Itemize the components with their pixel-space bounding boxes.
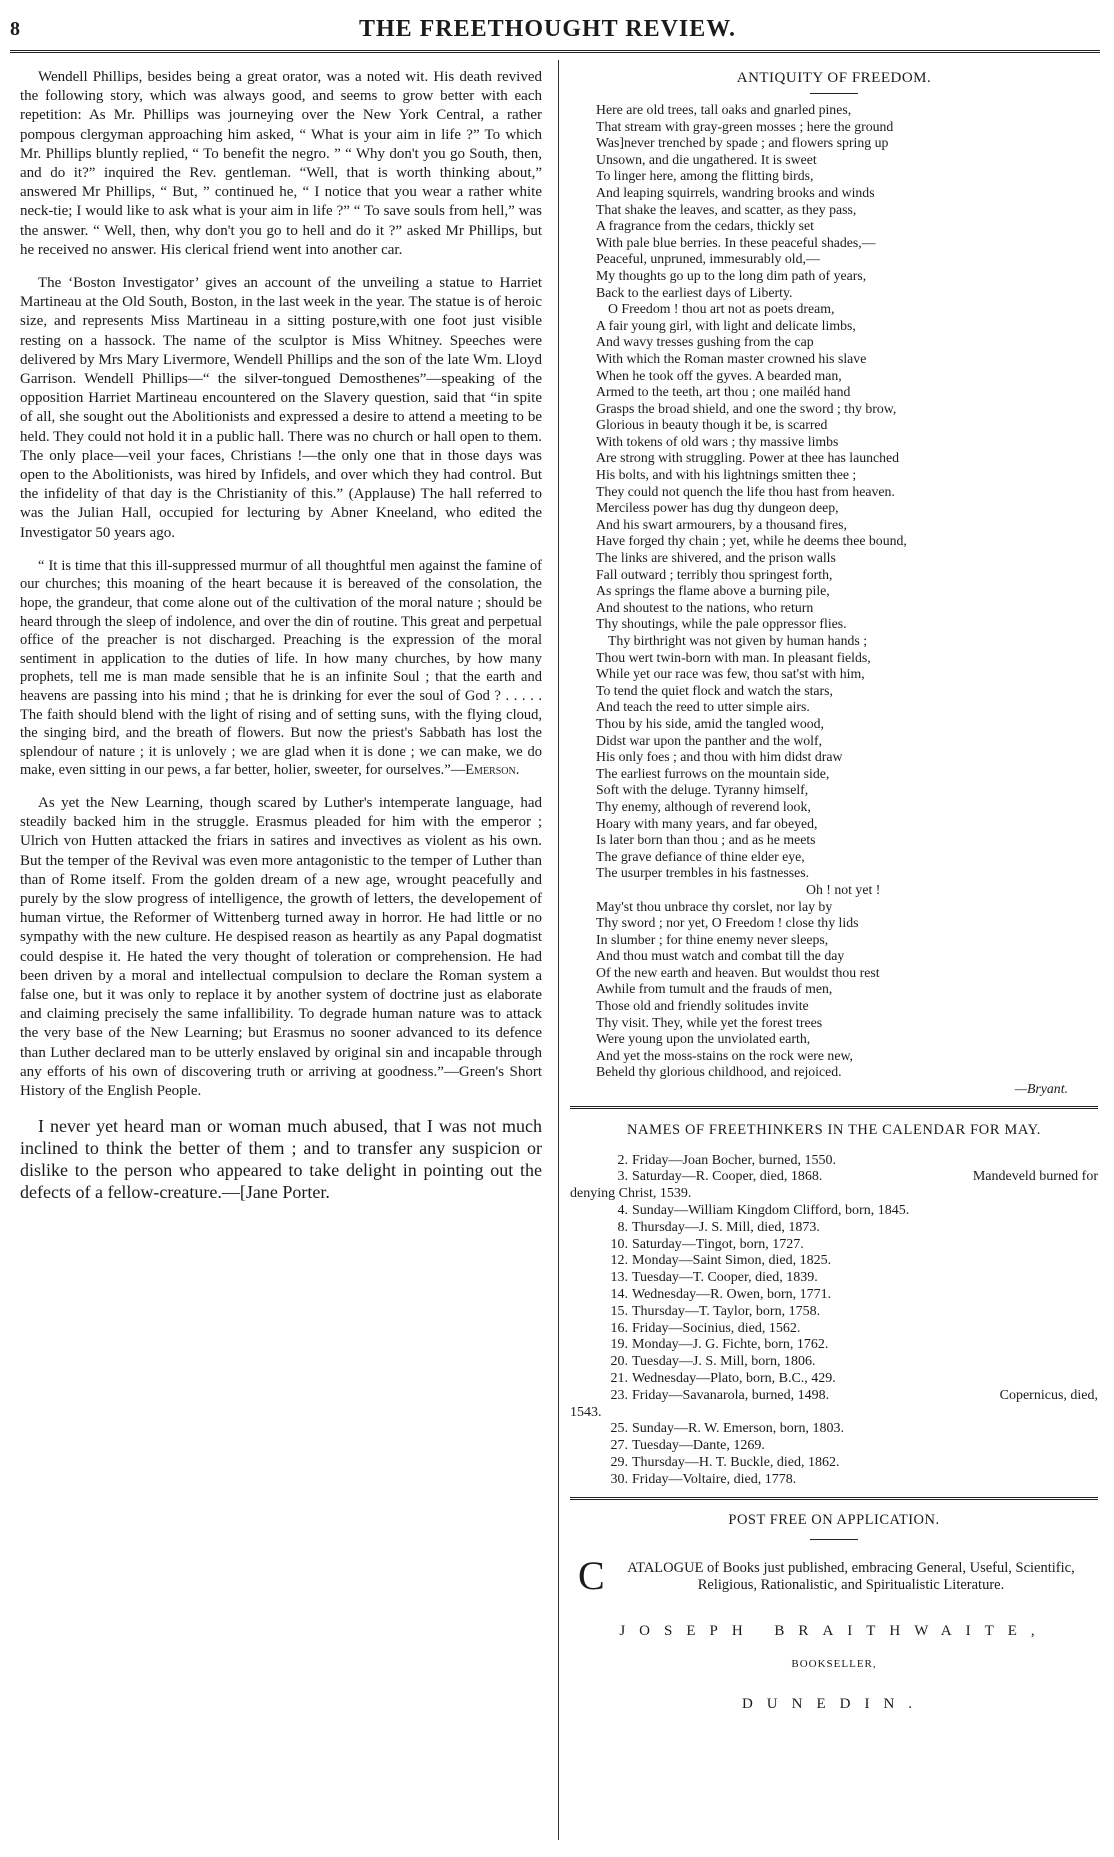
poem-line: Soft with the deluge. Tyranny himself, (596, 782, 809, 798)
poem-line: That shake the leaves, and scatter, as they pass, (596, 201, 857, 217)
calendar-day: 20. (610, 1354, 628, 1370)
poem-line: O Freedom ! thou art not as poets dream, (608, 301, 835, 317)
calendar-day: 30. (610, 1471, 628, 1487)
poem-line: Didst war upon the panther and the wolf, (596, 732, 823, 748)
poem-line: They could not quench the life thou hast from heaven. (596, 483, 895, 499)
poem-line: That stream with gray-green mosses ; here the ground (596, 118, 894, 134)
calendar-entry: Monday—J. G. Fichte, born, 1762. (632, 1337, 829, 1353)
poem-line: Thy birthright was not given by human hands ; (608, 633, 868, 648)
section-rule (570, 1497, 1098, 1500)
calendar-extra-entry: Copernicus, died, (999, 1387, 1098, 1403)
calendar-day: 29. (610, 1454, 628, 1470)
calendar-extra-entry: Mandeveld burned for (972, 1169, 1098, 1185)
poem-line: Thy shoutings, while the pale oppressor flies. (596, 616, 847, 632)
catalogue-notice (570, 1552, 1098, 1598)
section-rule (570, 1106, 1098, 1109)
poem-line: Thy sword ; nor yet, O Freedom ! close thy lids (596, 915, 859, 931)
calendar-entry: Wednesday—R. Owen, born, 1771. (632, 1287, 832, 1302)
poem-line: With tokens of old wars ; thy massive limbs (596, 433, 839, 449)
calendar-title: NAMES OF FREETHINKERS IN THE CALENDAR FOR MAY. (626, 1121, 1042, 1138)
poem-line: His only foes ; and thou with him didst draw (596, 749, 843, 765)
poem-line: Back to the earliest days of Liberty. (596, 284, 793, 300)
poem-line: Armed to the teeth, art thou ; one mailéd hand (596, 384, 851, 400)
poem-line: As springs the flame above a burning pile, (596, 583, 830, 599)
poem-title: ANTIQUITY OF FREEDOM. (736, 70, 932, 86)
calendar-day: 3. (617, 1169, 628, 1185)
calendar-day: 14. (610, 1287, 628, 1302)
poem-line: And his swart armourers, by a thousand fires, (596, 516, 847, 532)
poem-line: The links are shivered, and the prison walls (596, 550, 836, 566)
article-martineau-statue: The ‘Boston Investigator’ gives an account of the unveiling a statue to Harriet Martineau at the Old South, Boston, in the last week in the year. The statue is of heroic size, and represents Miss Martineau in a sitting posture,with one foot just visible resting on a hassock. The name of the sculptor is Miss Whitney. Speeches were delivered by Mrs Mary Livermore, Wendell Phillips and the son of the late Wm. Lloyd Garrison. Wendell Phillips—“ the silver-tongued Demosthenes”—speaking of the opposition Harriet Martineau encountered on the Slavery question, said that “in spite of all, she sought out the Abolitionists and expressed a desire to attend a meeting to be held. They could not hold it in a public hall. There was no church or hall open to them. The only place—veil your faces, Christians !—the only one that in those days was open to the Abolitionists, was hired by Infidels, and over which they had control. But the infidelity of that day is the Christianity of this.” (Applause) The hall referred to was the Julian Hall, occupied for lecturing by Abner Kneeland, who edited the Investigator 50 years ago. (20, 275, 542, 541)
calendar-entry: Tuesday—Dante, 1269. (632, 1438, 765, 1454)
poem-line: My thoughts go up to the long dim path of years, (596, 267, 867, 283)
calendar-entry: Saturday—Tingot, born, 1727. (632, 1236, 804, 1252)
ad-rule (810, 1539, 858, 1540)
calendar-row (570, 1253, 1098, 1270)
emerson-attribution: Emerson. (465, 762, 520, 779)
article-emerson-quote (20, 557, 542, 780)
bookseller-trade: BOOKSELLER, (791, 1657, 877, 1670)
poem-line: Of the new earth and heaven. But wouldst thou rest (596, 964, 880, 980)
calendar-day: 21. (610, 1370, 628, 1386)
poem-line: Thou wert twin-born with man. In pleasant fields, (596, 649, 871, 665)
calendar-row (570, 1321, 1098, 1338)
poem-line: To tend the quiet flock and watch the stars, (596, 682, 833, 698)
calendar-row (570, 1354, 1098, 1371)
poem-line: Those old and friendly solitudes invite (596, 998, 809, 1014)
poem-line: Grasps the broad shield, and one the sword ; thy brow, (596, 400, 897, 416)
poem-line: Thou by his side, amid the tangled wood, (596, 715, 824, 731)
calendar-row (570, 1337, 1098, 1354)
article-wendell-phillips: Wendell Phillips, besides being a great orator, was a noted wit. His death revived the following story, which was always good, and seems to grow better with each repetition: As Mr. Phillips was journeying over the New York Central, a rather pompous clergyman approaching him asked, “ What is your aim in life ?” To which Mr. Phillips bluntly replied, “ To benefit the negro. ” “ Why don't you go South, then, and do it?” inquired the Rev. gentleman. “Well, that is worth thinking about,” answered Mr Phillips, “ But, ” continued he, “ I notice that you wear a rather white neck-tie; I would like to ask what is your aim in life ?” “ To save souls from hell,” was the answer. “ Well, then, why don't you go to hell and do it ?” asked Mr Phillips, but he received no answer. His clerical friend went into another car. (20, 69, 542, 258)
calendar-row (570, 1169, 1098, 1186)
poem-line: Is later born than thou ; and as he meets (596, 832, 816, 848)
calendar-row (570, 1203, 1098, 1220)
poem-line: Are strong with struggling. Power at thee has launched (596, 450, 900, 466)
poem-line: Merciless power has dug thy dungeon deep, (596, 500, 839, 516)
calendar-day: 8. (617, 1219, 628, 1235)
poem-line: Hoary with many years, and far obeyed, (596, 815, 818, 831)
article-jane-porter: I never yet heard man or woman much abused, that I was not much inclined to think the better of them ; and to transfer any suspicion or dislike to the person who appeared to take delight in pointing out the defects of a fellow-creature.—[Jane Porter. (20, 1116, 542, 1203)
catalogue-text: ATALOGUE of Books just published, embracing General, Useful, Scientific, Religious, Rationalistic, and Spiritualistic Literature. (627, 1559, 1075, 1594)
page-header (10, 12, 1085, 46)
calendar-row (570, 1421, 1098, 1438)
calendar-row (570, 1388, 1098, 1405)
poem-line: A fair young girl, with light and delicate limbs, (596, 317, 856, 333)
poem-line: Have forged thy chain ; yet, while he deems thee bound, (596, 533, 907, 549)
poem-line: When he took off the gyves. A bearded man, (596, 367, 842, 383)
calendar-entry: Wednesday—Plato, born, B.C., 429. (632, 1370, 836, 1386)
calendar-day: 10. (610, 1236, 628, 1252)
calendar-row (570, 1287, 1098, 1304)
calendar-day: 12. (610, 1253, 628, 1269)
publication-title: THE FREETHOUGHT REVIEW. (358, 16, 737, 42)
poem-line: A fragrance from the cedars, thickly set (596, 218, 814, 234)
poem-line: Were young upon the unviolated earth, (596, 1031, 811, 1047)
calendar-row (570, 1237, 1098, 1254)
calendar-entry: Thursday—H. T. Buckle, died, 1862. (632, 1454, 840, 1470)
calendar-entry: Friday—Joan Bocher, burned, 1550. (632, 1152, 836, 1168)
calendar-day: 15. (610, 1303, 628, 1319)
calendar-row (570, 1371, 1098, 1388)
left-column (20, 68, 542, 1217)
emerson-quote-text: “ It is time that this ill-suppressed murmur of all thoughtful men against the famine of our churches; this moaning of the heart because it is bereaved of the consolation, the hope, the grandeur, that come alone out of the cultivation of the moral nature ; should be heard through the sleep of indolence, and over the din of routine. This great and perpetual office of the preacher is not discharged. Preaching is the expression of the moral sentiment in application to the duties of life. In how many churches, by how many prophets, tell me is man made sensible that he is an infinite Soul ; that the earth and heavens are passing into his mind ; that he is drinking for ever the soul of God ? . . . . . The faith should blend with the light of rising and of setting suns, with the flying cloud, the singing bird, and the breath of flowers. But now the priest's Sabbath has lost the splendour of nature ; it is unlovely ; we are glad when it is done ; we can make, we do make, even sitting in our pews, a far better, holier, sweeter, for ourselves.”— (20, 557, 542, 779)
poem-line: Oh ! not yet ! (806, 881, 881, 897)
calendar-row (570, 1153, 1098, 1170)
poem-line: Was]never trenched by spade ; and flowers spring up (596, 135, 889, 151)
poem-line: The usurper trembles in his fastnesses. (596, 865, 810, 881)
post-free-heading: POST FREE ON APPLICATION. (728, 1511, 940, 1528)
calendar-entry: Friday—Voltaire, died, 1778. (632, 1471, 797, 1487)
calendar-day: 16. (610, 1320, 628, 1336)
calendar-row (570, 1455, 1098, 1472)
calendar-row (570, 1304, 1098, 1321)
poem-line: The grave defiance of thine elder eye, (596, 848, 805, 864)
calendar-day: 19. (610, 1337, 628, 1353)
poem-line: Thy enemy, although of reverend look, (596, 798, 811, 814)
calendar-entry: Thursday—T. Taylor, born, 1758. (632, 1303, 821, 1319)
right-column (570, 68, 1098, 1713)
calendar-entry: Tuesday—T. Cooper, died, 1839. (632, 1270, 818, 1286)
column-separator (558, 60, 559, 1840)
drop-cap: C (578, 1552, 605, 1598)
calendar-entry: Friday—Savanarola, burned, 1498. (632, 1387, 830, 1403)
calendar-continuation: denying Christ, 1539. (570, 1186, 692, 1202)
poem-line: Awhile from tumult and the frauds of men, (596, 981, 833, 997)
calendar-entry: Sunday—R. W. Emerson, born, 1803. (632, 1421, 844, 1437)
poem-line: With pale blue berries. In these peaceful shades,— (596, 234, 876, 250)
calendar-entry: Saturday—R. Cooper, died, 1868. (632, 1169, 823, 1185)
calendar-entry: Monday—Saint Simon, died, 1825. (632, 1253, 832, 1269)
calendar-day: 2. (617, 1152, 628, 1168)
calendar-continuation: 1543. (570, 1404, 602, 1420)
poem-line: Unsown, and die ungathered. It is sweet (596, 151, 817, 167)
poem-line: In slumber ; for thine enemy never sleeps, (596, 931, 829, 947)
poem-line: Here are old trees, tall oaks and gnarled pines, (596, 102, 852, 117)
poem-line: While yet our race was few, thou sat'st with him, (596, 666, 865, 682)
poem-line: To linger here, among the flitting birds, (596, 168, 814, 184)
poem-line: Glorious in beauty though it be, is scarred (596, 417, 828, 433)
poem-line: Fall outward ; terribly thou springest forth, (596, 566, 833, 582)
calendar-row (570, 1220, 1098, 1237)
poem-line: And thou must watch and combat till the day (596, 948, 845, 964)
calendar-entry: Thursday—J. S. Mill, died, 1873. (632, 1219, 820, 1235)
bookseller-place: DUNEDIN. (741, 1695, 927, 1712)
poem-line: May'st thou unbrace thy corslet, nor lay by (596, 898, 833, 914)
poem-line: His bolts, and with his lightnings smitten thee ; (596, 467, 857, 483)
calendar-day: 23. (610, 1387, 628, 1403)
poem-line: The earliest furrows on the mountain side, (596, 765, 830, 781)
poem-body (570, 102, 1098, 1098)
poem-attribution: —Bryant. (1014, 1081, 1068, 1097)
poem-line: And wavy tresses gushing from the cap (596, 334, 814, 350)
calendar-entry: Friday—Socinius, died, 1562. (632, 1320, 801, 1336)
calendar-day: 13. (610, 1270, 628, 1286)
poem-line: And yet the moss-stains on the rock were new, (596, 1047, 853, 1063)
poem-line: Beheld thy glorious childhood, and rejoiced. (596, 1064, 842, 1080)
calendar-row (570, 1270, 1098, 1287)
calendar-row (570, 1438, 1098, 1455)
calendar-day: 4. (617, 1203, 628, 1219)
title-rule (810, 93, 858, 94)
calendar-entry: Tuesday—J. S. Mill, born, 1806. (632, 1354, 816, 1370)
header-rule (10, 50, 1100, 53)
poem-line: And shoutest to the nations, who return (596, 599, 814, 615)
article-new-learning: As yet the New Learning, though scared by Luther's intemperate language, had steadily backed him in the struggle. Erasmus pleaded for him with the emperor ; Ulrich von Hutten attacked the friars in satires and invectives as violent as his own. But the temper of the Revival was even more antagonistic to the temper of Luther than than of Rome itself. From the golden dream of a new age, wrought peacefully and purely by the slow progress of intelligence, the growth of letters, the developement of human virtue, the Reformer of Wittenberg turned away in horror. He had little or no sympathy with the new culture. He despised reason as heartily as any Papal dogmatist could despise it. He hated the very thought of toleration or comprehension. He had been driven by a moral and intellectual compulsion to declare the Roman system a false one, but it was only to replace it by another system of doctrine just as elaborate and claiming precisely the same infallibility. To degrade human nature was to attack the very base of the New Learning; but Erasmus no sooner advanced to its defence than Luther declared man to be utterly enslaved by original sin and incapable through any efforts of his own of discovering truth or arriving at goodness.”—Green's Short History of the English People. (20, 795, 542, 1100)
calendar-day: 27. (610, 1438, 628, 1454)
calendar-list (570, 1153, 1098, 1489)
poem-line: And teach the reed to utter simple airs. (596, 699, 810, 715)
poem-line: And leaping squirrels, wandring brooks and winds (596, 184, 875, 200)
calendar-entry: Sunday—William Kingdom Clifford, born, 1845. (632, 1203, 910, 1219)
poem-line: With which the Roman master crowned his slave (596, 350, 867, 366)
bookseller-name: JOSEPH BRAITHWAITE, (619, 1622, 1049, 1639)
page-number: 8 (10, 18, 20, 40)
poem-line: Peaceful, unpruned, immesurably old,— (596, 251, 820, 267)
calendar-day: 25. (610, 1421, 628, 1437)
poem-line: Thy visit. They, while yet the forest trees (596, 1014, 823, 1030)
calendar-row (570, 1472, 1098, 1489)
